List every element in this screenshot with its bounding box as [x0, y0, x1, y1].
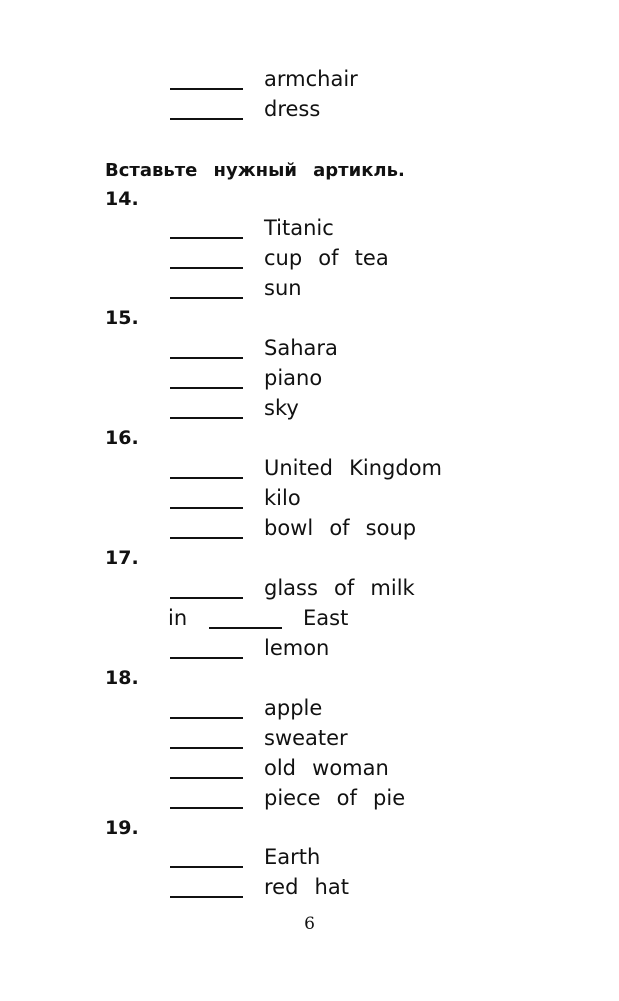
answer-blank[interactable] — [170, 838, 243, 868]
exercise-number: 18. — [105, 667, 139, 689]
answer-blank[interactable] — [170, 629, 243, 659]
answer-blank[interactable] — [209, 599, 282, 629]
answer-blank[interactable] — [170, 868, 243, 898]
answer-blank[interactable] — [170, 269, 243, 299]
answer-blank[interactable] — [170, 449, 243, 479]
answer-blank[interactable] — [170, 359, 243, 389]
item-text: dress — [264, 97, 321, 121]
item-text: armchair — [264, 67, 358, 91]
item-prefix: in — [168, 606, 188, 630]
item-text: bowl of soup — [264, 516, 417, 540]
exercise-number: 19. — [105, 817, 139, 839]
item-text: lemon — [264, 636, 330, 660]
exercise-number: 16. — [105, 427, 139, 449]
answer-blank[interactable] — [170, 779, 243, 809]
answer-blank[interactable] — [170, 479, 243, 509]
item-text: sweater — [264, 726, 348, 750]
answer-blank[interactable] — [170, 90, 243, 120]
answer-blank[interactable] — [170, 569, 243, 599]
item-text: cup of tea — [264, 246, 389, 270]
item-text: apple — [264, 696, 323, 720]
item-text: sky — [264, 396, 299, 420]
item-text: sun — [264, 276, 302, 300]
item-text: Titanic — [264, 216, 334, 240]
item-text: kilo — [264, 486, 301, 510]
answer-blank[interactable] — [170, 509, 243, 539]
item-text: piano — [264, 366, 323, 390]
answer-blank[interactable] — [170, 719, 243, 749]
exercise-number: 15. — [105, 307, 139, 329]
exercise-number: 17. — [105, 547, 139, 569]
answer-blank[interactable] — [170, 239, 243, 269]
answer-blank[interactable] — [170, 689, 243, 719]
item-text: Earth — [264, 845, 321, 869]
answer-blank[interactable] — [170, 60, 243, 90]
item-text: red hat — [264, 875, 349, 899]
item-text: Sahara — [264, 336, 338, 360]
item-text: old woman — [264, 756, 389, 780]
answer-blank[interactable] — [170, 389, 243, 419]
item-text: piece of pie — [264, 786, 406, 810]
item-text: East — [303, 606, 349, 630]
section-heading: Вставьте нужный артикль. — [105, 160, 405, 181]
item-text: glass of milk — [264, 576, 415, 600]
answer-blank[interactable] — [170, 749, 243, 779]
item-text: United Kingdom — [264, 456, 443, 480]
page-number: 6 — [304, 914, 315, 934]
answer-blank[interactable] — [170, 329, 243, 359]
exercise-number: 14. — [105, 188, 139, 210]
answer-blank[interactable] — [170, 209, 243, 239]
